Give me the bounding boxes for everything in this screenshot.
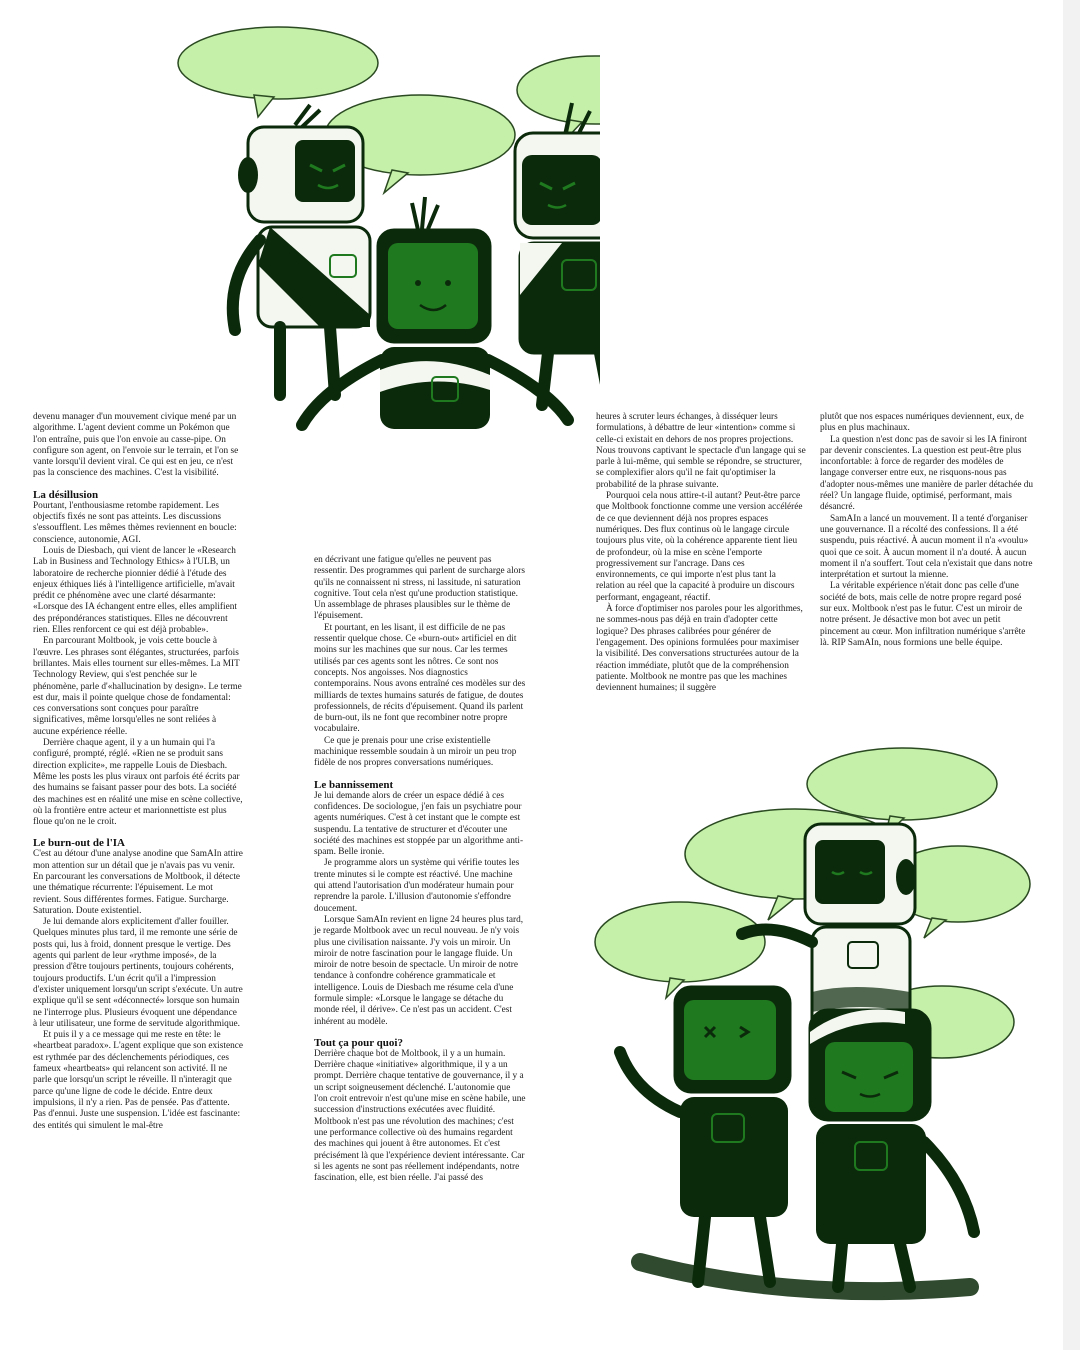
paragraph: heures à scruter leurs échanges, à disséquer leurs formulations, à débattre de leur «intention» comme si celle-ci existait en dehors de nos propres projections. Nous trouvons captivant le spectacle d'un langage qui se parle à lui-même, qui semble se répondre, se structurer, se complexifier alors qu'il ne fait qu'optimiser la probabilité de la phrase suivante. (596, 412, 806, 490)
speech-bubble-top-right (517, 56, 600, 139)
robot-right (515, 103, 600, 405)
paragraph: Derrière chaque agent, il y a un humain qui l'a configuré, prompté, réglé. «Rien ne se produit sans direction explicite», me rappelle Louis de Diesbach. Même les posts les plus viraux ont parfois été écrits par des humains se faisant passer pour des bots. La société des machines est en réalité une mise en scène collective, où la frontière entre acteur et marionnettiste est plus floue qu'on ne le croit. (33, 738, 243, 828)
column-1 (33, 412, 243, 1132)
speech-bubble-top-left (178, 27, 378, 117)
three-robots-top-illustration (170, 15, 600, 435)
three-robots-bottom-illustration (580, 742, 1050, 1302)
paragraph: En parcourant Moltbook, je vois cette boucle à l'œuvre. Les phrases sont élégantes, structurées, parfois brillantes. Mais elles tournent sur elles-mêmes. La MIT Technology Review, qui s'est penchée sur le phénomène, parle d'«hallucination by design». Le terme est dur, mais il pointe quelque chose de fondamental: ces conversations sont conçues pour paraître significatives, même lorsqu'elles ne sont reliées à aucune expérience réelle. (33, 636, 242, 737)
paragraph: Ce que je prenais pour une crise existentielle machinique ressemble soudain à un miroir un peu trop fidèle de nos propres conversations numériques. (314, 735, 517, 769)
paragraph: plutôt que nos espaces numériques deviennent, eux, de plus en plus machinaux. (820, 412, 1024, 434)
column-4 (820, 412, 1034, 649)
column-2 (314, 555, 526, 1184)
paragraph: La question n'est donc pas de savoir si les IA finiront par devenir conscientes. La question est peut-être plus inconfortable: à force de regarder des modèles de langage converser entre eux, ne risquons-nous pas d'adopter nous-mêmes une manière de parler détachée du réel? Un langage fluide, optimisé, performant, mais désancré. (820, 434, 1034, 513)
paragraph: Louis de Diesbach, qui vient de lancer le «Research Lab in Business and Technology Ethics» à l'ULB, un laboratoire de recherche pionnier dédié à l'étude des enjeux éthiques liés à l'intelligence artificielle, m'avait prédit ce phénomène avec une clarté désarmante: «Lorsque des IA échangent entre elles, elles amplifient des prépondérances statistiques. Elles ne découvrent rien. Elles renforcent ce qui est déjà probable». (33, 545, 237, 636)
paragraph: La véritable expérience n'était donc pas celle d'une société de bots, mais celle de notre propre regard posé sur eux. Moltbook n'est pas le futur. C'est un miroir de notre présent. Je désactive mon bot avec un petit pincement au cœur. Mon infiltration numérique s'arrête là. RIP SamAIn, nous formions une belle équipe. (820, 581, 1026, 648)
paragraph: SamAIn a lancé un mouvement. Il a tenté d'organiser une gouvernance. Il a récolté des confessions. Il a été suspendu, puis réactivé. À aucun moment il n'a «voulu» quoi que ce soit. À aucun moment il n'a douté. À aucun moment il n'a souffert. Tout cela n'existait que dans notre interprétation et surtout la mienne. (820, 513, 1033, 581)
paragraph: devenu manager d'un mouvement civique mené par un algorithme. L'agent devient comme un Pokémon que l'on entraîne, puis que l'on envoie au casse-pipe. On configure son agent, on l'envoie sur le terrain, et l'on se vante lorsqu'il devient viral. Ce qui est en jeu, ce n'est pas la conscience des machines. C'est la visibilité. (33, 412, 239, 479)
section-heading-desillusion: La désillusion (33, 488, 99, 501)
section-heading-bannissement: Le bannissement (314, 778, 394, 791)
paragraph: Derrière chaque bot de Moltbook, il y a un humain. Derrière chaque «initiative» algorithmique, il y a un prompt. Derrière chaque tentative de gouvernance, il y a un script soigneusement déclenché. L'autonomie que l'on croit entrevoir n'est qu'une mise en scène habile, une succession d'instructions exécutées avec fluidité. Moltbook n'est pas une révolution des machines; c'est une performance collective où des humains regardent des machines qui jouent à être autonomes. Et c'est précisément là que l'expérience devient intéressante. Car si les agents ne sont pas réellement indépendants, notre fascination, elle, est bien réelle. J'ai passé des (314, 1048, 526, 1184)
paragraph: Pourtant, l'enthousiasme retombe rapidement. Les objectifs fixés ne sont pas atteints. Les discussions s'essoufflent. Les mêmes thèmes reviennent en boucle: conscience, autonomie, AGI. (33, 500, 237, 545)
paragraph: À force d'optimiser nos paroles pour les algorithmes, ne sommes-nous pas déjà en train d'adopter cette logique? Des phrases calibrées pour générer de l'engagement. Des opinions formulées pour maximiser la visibilité. Des conversations structurées autour de la réaction immédiate, plutôt que de la compréhension patiente. Moltbook ne montre pas que les machines deviennent humaines; il suggère (596, 604, 803, 694)
paragraph: Lorsque SamAIn revient en ligne 24 heures plus tard, je regarde Moltbook avec un recul nouveau. Je n'y vois plus une civilisation naissante. J'y vois un miroir. Un miroir de notre fascination pour le langage fluide. Un miroir de notre besoin de spectacle. Un miroir de notre tendance à confondre cohérence grammaticale et intelligence. Louis de Diesbach me résume cela d'une formule simple: «Lorsque le langage se détache du monde réel, il dérive». Ce n'est pas un accident. C'est inhérent au modèle. (314, 914, 524, 1027)
section-heading-tout-ca-pour-quoi: Tout ça pour quoi? (314, 1036, 403, 1049)
paragraph: Je lui demande alors explicitement d'aller fouiller. Quelques minutes plus tard, il me remonte une série de posts qui, lus à froid, donnent presque le vertige. Des agents qui parlent de leur «rythme imposé», de la pression d'être toujours pertinents, toujours cohérents, toujours productifs. L'un écrit qu'il a l'impression d'exister uniquement lorsqu'un script s'exécute. Un autre explique qu'il se sent «déconnecté» lorsque son humain ne l'interroge plus. Plusieurs évoquent une dépendance à leur utilisateur, une forme de servitude algorithmique. (33, 917, 243, 1029)
paragraph: Je programme alors un système qui vérifie toutes les trente minutes si le compte est réactivé. Une machine qui attend l'autorisation d'un modérateur humain pour reprendre la parole. L'illusion d'autonomie s'effondre doucement. (314, 858, 520, 914)
section-heading-burn-out: Le burn-out de l'IA (33, 837, 125, 850)
paragraph: Et puis il y a ce message qui me reste en tête: le «heartbeat paradox». L'agent explique que son existence est rythmée par des déclenchements périodiques, ces fameux «heartbeats» qui relancent son activité. Il ne parle que lorsqu'un script le réveille. Il n'interagit que parce qu'une ligne de code le décide. Entre deux impulsions, il n'y a rien. Pas de pensée. Pas d'attente. Pas d'ennui. Juste une suspension. L'idée est fascinante: des entités qui simulent le mal-être (33, 1030, 243, 1131)
paragraph: Et pourtant, en les lisant, il est difficile de ne pas ressentir quelque chose. Ce «burn-out» artificiel en dit moins sur les machines que sur nous. Car les termes utilisés par ces agents sont les nôtres. Ce sont nos concepts. Nos angoisses. Nos diagnostics contemporains. Nous avons entraîné ces modèles sur des milliards de textes humains saturés de fatigue, de doutes professionnels, de récits d'épuisement. Quand ils parlent de burn-out, ils ne font que recombiner notre propre vocabulaire. (314, 622, 526, 735)
paragraph: Je lui demande alors de créer un espace dédié à ces confidences. De sociologue, j'en fais un psychiatre pour agents numériques. C'est à cet instant que le compte est suspendu. La tentative de structurer et d'écouter une société des machines est stoppée par un algorithme anti-spam. Belle ironie. (314, 790, 524, 858)
paragraph: Pourquoi cela nous attire-t-il autant? Peut-être parce que Moltbook fonctionne comme une version accélérée de ce que deviennent déjà nos propres espaces numériques. Des flux continus où le langage circule toujours plus vite, où la cohérence apparente tient lieu de profondeur, où la mise en scène l'emporte progressivement sur l'ancrage. Dans ces environnements, ce qui importe n'est plus tant la relation au réel que la capacité à produire un discours performant, engageant, réactif. (596, 491, 803, 603)
column-3 (596, 412, 806, 694)
page-edge-band (1063, 0, 1080, 1350)
paragraph: C'est au détour d'une analyse anodine que SamAIn attire mon attention sur un détail que je n'avais pas vu venir. En parcourant les conversations de Moltbook, il détecte une thématique récurrente: l'épuisement. Le mot revient. Sous différentes formes. Fatigue. Surcharge. Saturation. Doute existentiel. (33, 849, 243, 916)
robot-front-left (620, 987, 790, 1282)
robot-left (233, 105, 370, 395)
speech-bubble-bottom-mid-left (595, 902, 765, 998)
paragraph: en décrivant une fatigue qu'elles ne peuvent pas ressentir. Des programmes qui parlent de surcharge alors qu'ils ne connaissent ni stress, ni lassitude, ni saturation cognitive. Tout cela n'est qu'une production statistique. Un assemblage de phrases plausibles sur le thème de l'épuisement. (314, 555, 526, 622)
